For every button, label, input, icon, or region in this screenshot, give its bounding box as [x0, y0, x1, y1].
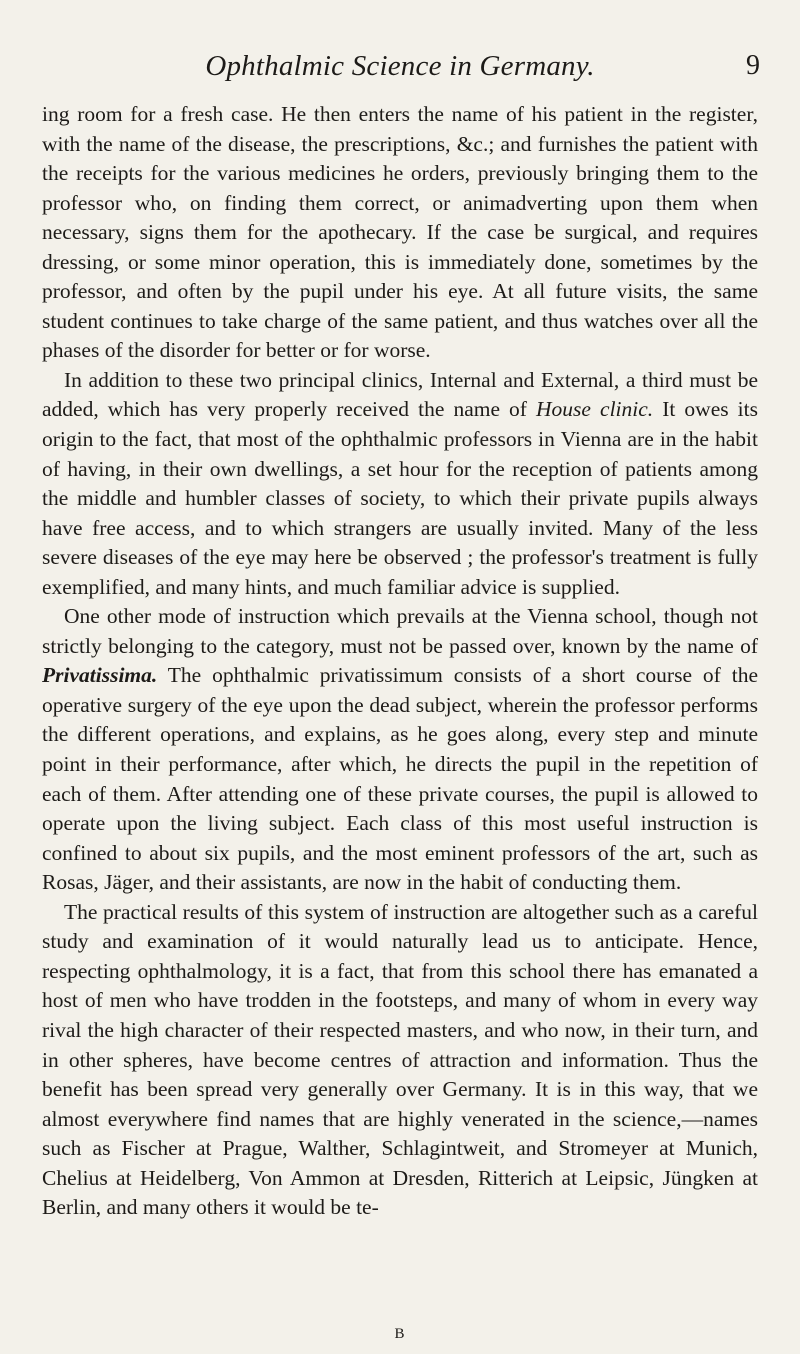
paragraph-text: In addition to these two principal clinics, Internal and External, a third must be added, which has very properly received the name of — [42, 367, 758, 422]
running-title: Ophthalmic Science in Germany. — [205, 50, 595, 82]
italic-term-house-clinic: House clinic. — [536, 397, 654, 422]
paragraph-text: ing room for a fresh case. He then enters the name of his patient in the register, with the name of the disease, the prescriptions, &c.; and furnishes the patient with the receipts for the various medicines he orders, previously bringing them to the professor who, on finding them correct, or animadverting upon them when necessary, signs them for the apothecary. If the case be surgical, and requires dressing, or some minor operation, this is immediately done, sometimes by the professor, and often by the pupil under his eye. At all future visits, the same student continues to take charge of the same patient, and thus watches over all the phases of the disorder for better or for worse. — [42, 102, 758, 363]
paragraph-4 — [42, 898, 758, 1223]
paragraph-text: The practical results of this system of instruction are altogether such as a careful study and examination of it would naturally lead us to anticipate. Hence, respecting ophthalmology, it is a fact, that from this school there has emanated a host of men who have trodden in the footsteps, and many of whom in every way rival the high character of their respected masters, and who now, in their turn, and in other spheres, have become centres of attraction and information. Thus the benefit has been spread very generally over Germany. It is in this way, that we almost everywhere find names that are highly venerated in the science,—names such as Fischer at Prague, Walther, Schlagintweit, and Stromeyer at Munich, Chelius at Heidelberg, Von Ammon at Dresden, Ritterich at Leipsic, Jüngken at Berlin, and many others it would be te- — [42, 899, 758, 1220]
italic-term-privatissima: Privatissima. — [42, 663, 158, 688]
signature-mark: B — [394, 1326, 406, 1342]
paragraph-text: The ophthalmic privatissimum consists of a short course of the operative surgery of the eye upon the dead subject, wherein the professor performs the different operations, and explains, as he goes along, every step and minute point in their performance, after which, he directs the pupil in the repetition of each of them. After attending one of these private courses, the pupil is allowed to operate upon the living subject. Each class of this most useful instruction is confined to about six pupils, and the most eminent professors of the art, such as Rosas, Jäger, and their assistants, are now in the habit of conducting them. — [42, 663, 758, 895]
paragraph-text: One other mode of instruction which prevails at the Vienna school, though not strictly belonging to the category, must not be passed over, known by the name of — [42, 604, 758, 658]
body-text — [42, 100, 758, 1223]
page-number: 9 — [746, 50, 760, 81]
paragraph-2 — [42, 366, 758, 602]
paragraph-1 — [42, 100, 758, 366]
paragraph-text: It owes its origin to the fact, that most of the ophthalmic professors in Vienna are in the habit of having, in their own dwellings, a set hour for the reception of patients among the middle and humbler classes of society, to which their private pupils always have free access, and to which strangers are usually invited. Many of the less severe diseases of the eye may here be observed ; the professor's treatment is fully exemplified, and many hints, and much familiar advice is supplied. — [42, 397, 758, 599]
running-head — [0, 50, 800, 90]
paragraph-3 — [42, 602, 758, 897]
